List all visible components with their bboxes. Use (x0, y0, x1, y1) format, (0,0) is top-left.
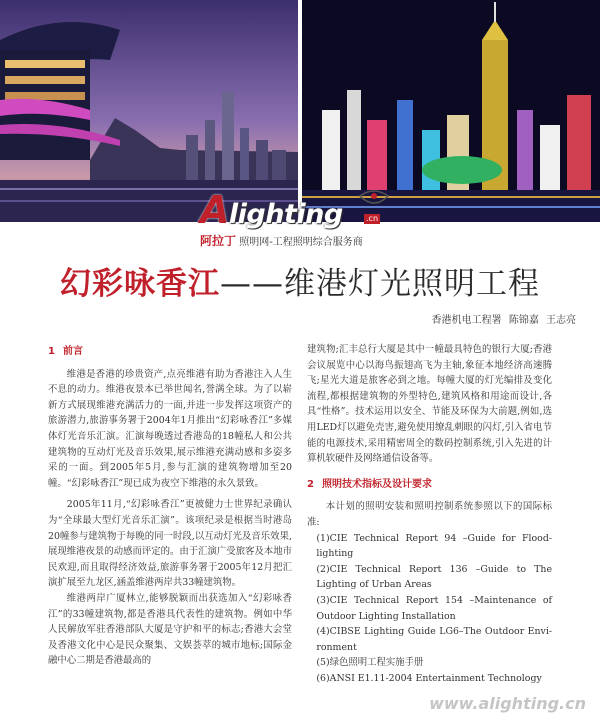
reference-item: (5)绿色照明工程实施手册 (316, 657, 424, 669)
logo-domain-tag: .cn (366, 214, 379, 223)
paragraph-3: 维港两岸广厦林立,能够脱颖而出获选加入“幻彩咏香江”的33幢建筑物,都是香港具代表性的建筑物。例如中华人民解放军驻香港部队大厦是守护和平的标志;香港大会堂及香港文化中心是民众聚集、文娱荟萃的城市地标;国际金融中心二期是香港最高的 (48, 592, 292, 667)
standards-intro: 本计划的照明安装和照明控制系统参照以下的国际标准: (307, 501, 552, 528)
reference-item: (3)CIE Technical Report 154 –Maintenance of Outdoor Lighting Installation (316, 594, 552, 622)
article-title (0, 258, 600, 303)
lamp-icon (358, 188, 390, 210)
reference-item: (1)CIE Technical Report 94 –Guide for Flood-lighting (316, 532, 552, 560)
section-heading-1: 1 前言 (48, 346, 83, 357)
reference-item: (2)CIE Technical Report 136 –Guide to The Lighting of Urban Areas (316, 563, 552, 591)
logo-tagline-row (200, 232, 363, 249)
paragraph-2: 2005年11月,“幻彩咏香江”更被健力士世界纪录确认为“全球最大型灯光音乐汇演”。该项纪录是根据当时港岛20幢参与建筑物于每晚的同一时段,以互动灯光及音乐效果,展现维港夜景的动感而评定的。由于汇演广受旅客及本地市民欢迎,而且取得经济效益,旅游事务署于2005年12月把汇演扩展至九龙区,涵盖维港两岸共33幢建筑物。 (48, 499, 292, 589)
site-watermark: www.alighting.cn (429, 694, 586, 713)
authors-line: 香港机电工程署 陈锦嘉 王志亮 (431, 315, 576, 326)
logo-tagline: 照明网-工程照明综合服务商 (239, 237, 363, 248)
section-heading-2: 2 照明技术指标及设计要求 (307, 478, 432, 490)
logo-wordmark: Alighting (200, 188, 343, 232)
paragraph-1: 维港是香港的珍贵资产,点亮维港有助为香港注入人生不息的动力。维港夜景本已举世闻名,誉满全球。为了以崭新方式展现维港充满活力的一面,并进一步发挥这项资产的旅游潜力,旅游事务署于2004年1月推出“幻彩咏香江”多媒体灯光音乐汇演。汇演每晚透过香港岛的18幢私人和公共建筑物的互动灯光及音乐效果,展示维港充满动感和多姿多采的一面。到2005年5月,参与汇演的建筑物增加至20幢。“幻彩咏香江”现已成为夜空下维港的永久景致。 (48, 368, 292, 489)
title-subtitle: ——维港灯光照明工程 (220, 266, 540, 302)
alighting-logo (200, 188, 420, 250)
reference-item: (4)CIBSE Lighting Guide LG6–The Outdoor Envi-ronment (316, 626, 552, 653)
paragraph-continued: 建筑物;汇丰总行大厦是其中一幢最具特色的银行大厦;香港会议展览中心以海鸟振翅高飞为主轴,象征本地经济高速腾飞;星光大道是旅客必到之地。每幢大厦的灯光编排及变化流程,都根据建筑物的外型特色,建筑风格和用途而设计,各具“性格”。技术运用以安全、节能及环保为大前题,例如,选用LED灯以避免壳害,避免使用缭乱刺眼的闪灯,引入省电节能的电源技术,采用精密周全的数码控制系统,引入先进的计算机软硬件及网络通信设备等。 (307, 344, 552, 465)
logo-brand-name: 阿拉丁 (200, 234, 237, 248)
reference-item: (6)ANSI E1.11-2004 Entertainment Technology (316, 672, 542, 684)
left-column (48, 340, 292, 669)
title-main: 幻彩咏香江 (60, 266, 220, 302)
right-column (307, 342, 552, 686)
